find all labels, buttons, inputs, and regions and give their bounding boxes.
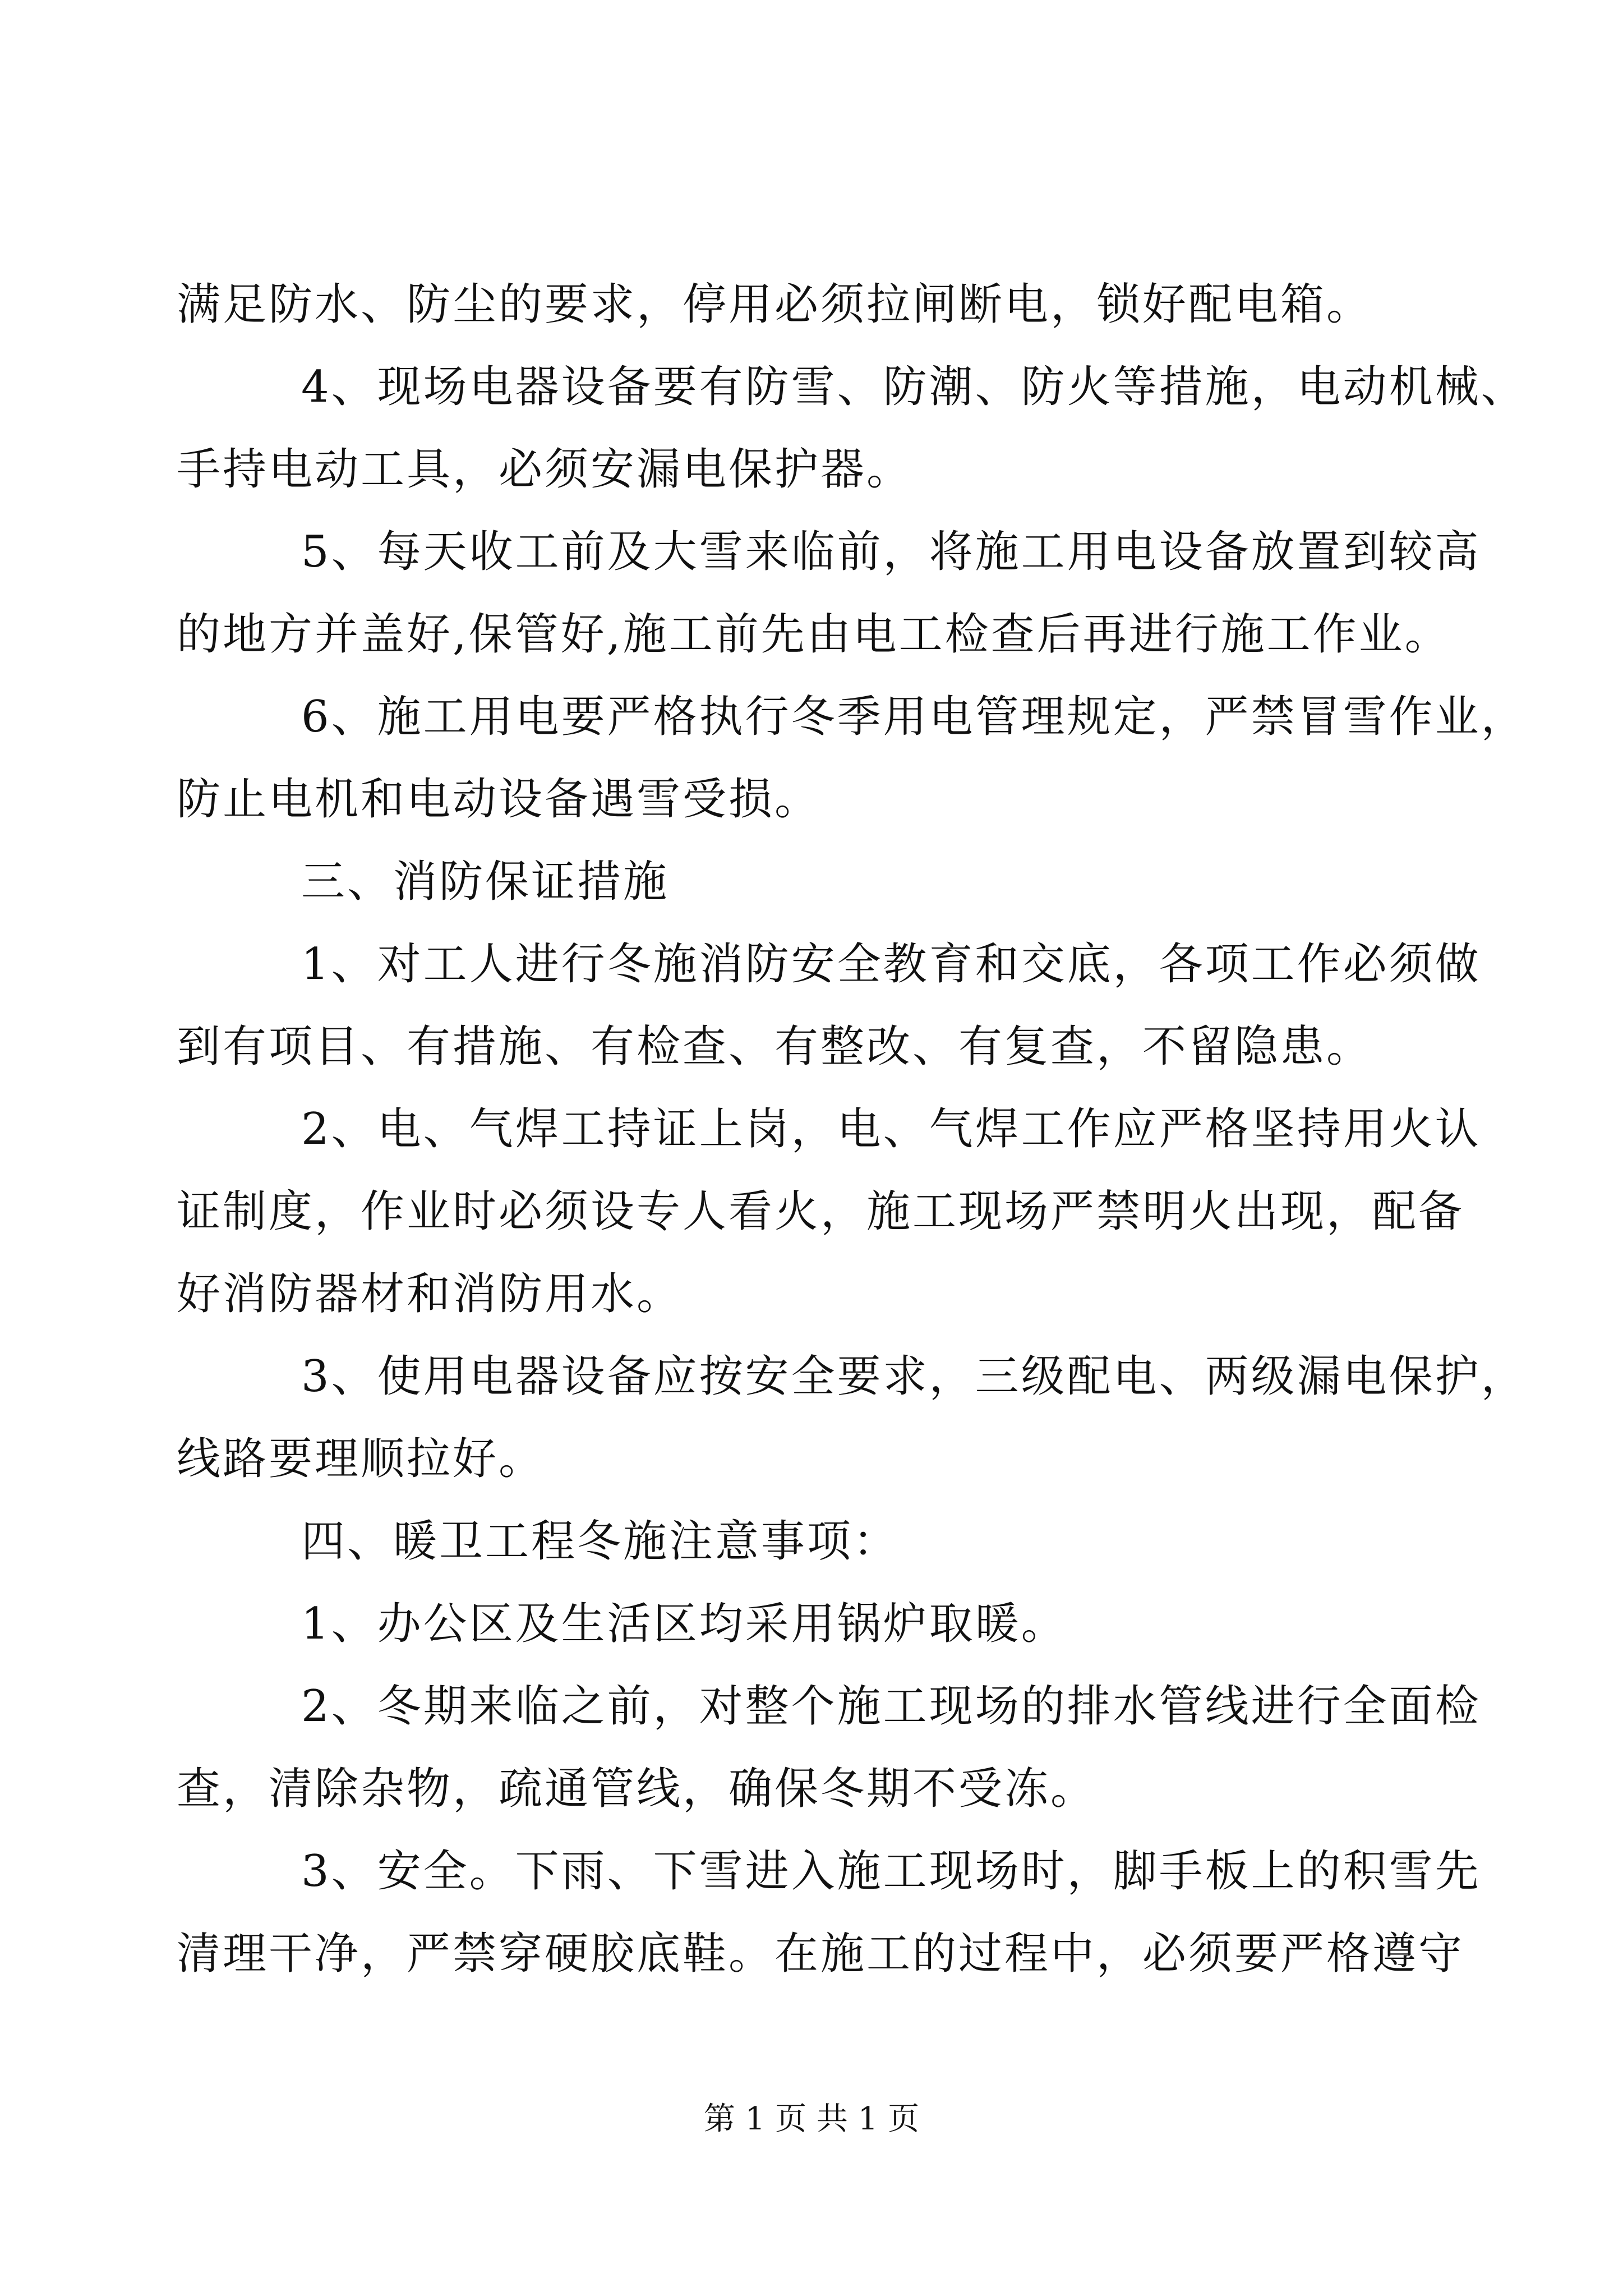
- text-line: 的地方并盖好,保管好,施工前先由电工检查后再进行施工作业。: [177, 609, 1451, 660]
- text-line: 清理干净，严禁穿硬胶底鞋。在施工的过程中，必须要严格遵守: [177, 1929, 1465, 1979]
- text-line: 3、安全。下雨、下雪进入施工现场时，脚手板上的积雪先: [301, 1846, 1481, 1897]
- document-body: [177, 264, 1527, 1995]
- text-line: 防止电机和电动设备遇雪受损。: [177, 774, 821, 825]
- text-line: 证制度，作业时必须设专人看火，施工现场严禁明火出现，配备: [177, 1186, 1465, 1237]
- text-line: 满足防水、防尘的要求，停用必须拉闸断电，锁好配电箱。: [177, 279, 1373, 330]
- text-line: 1、对工人进行冬施消防安全教育和交底，各项工作必须做: [301, 939, 1481, 990]
- text-line: 到有项目、有措施、有检查、有整改、有复查，不留隐患。: [177, 1022, 1373, 1072]
- text-line: 4、现场电器设备要有防雪、防潮、防火等措施，电动机械、: [301, 362, 1527, 412]
- text-line: 手持电动工具，必须安漏电保护器。: [177, 444, 913, 495]
- text-line: 三、消防保证措施: [301, 857, 670, 907]
- text-line: 线路要理顺拉好。: [177, 1434, 545, 1484]
- text-line: 查，清除杂物，疏通管线，确保冬期不受冻。: [177, 1764, 1097, 1814]
- text-line: 2、电、气焊工持证上岗，电、气焊工作应严格坚持用火认: [301, 1104, 1481, 1154]
- text-line: 6、施工用电要严格执行冬季用电管理规定，严禁冒雪作业，: [301, 692, 1527, 742]
- text-line: 1、办公区及生活区均采用锅炉取暖。: [301, 1599, 1067, 1649]
- text-line: 四、暖卫工程冬施注意事项：: [301, 1516, 900, 1567]
- text-line: 好消防器材和消防用水。: [177, 1269, 683, 1319]
- text-line: 2、冬期来临之前，对整个施工现场的排水管线进行全面检: [301, 1681, 1481, 1732]
- page-number-footer: 第 1 页 共 1 页: [703, 2101, 920, 2137]
- text-line: 5、每天收工前及大雪来临前，将施工用电设备放置到较高: [301, 527, 1481, 577]
- text-line: 3、使用电器设备应按安全要求，三级配电、两级漏电保护，: [301, 1351, 1527, 1402]
